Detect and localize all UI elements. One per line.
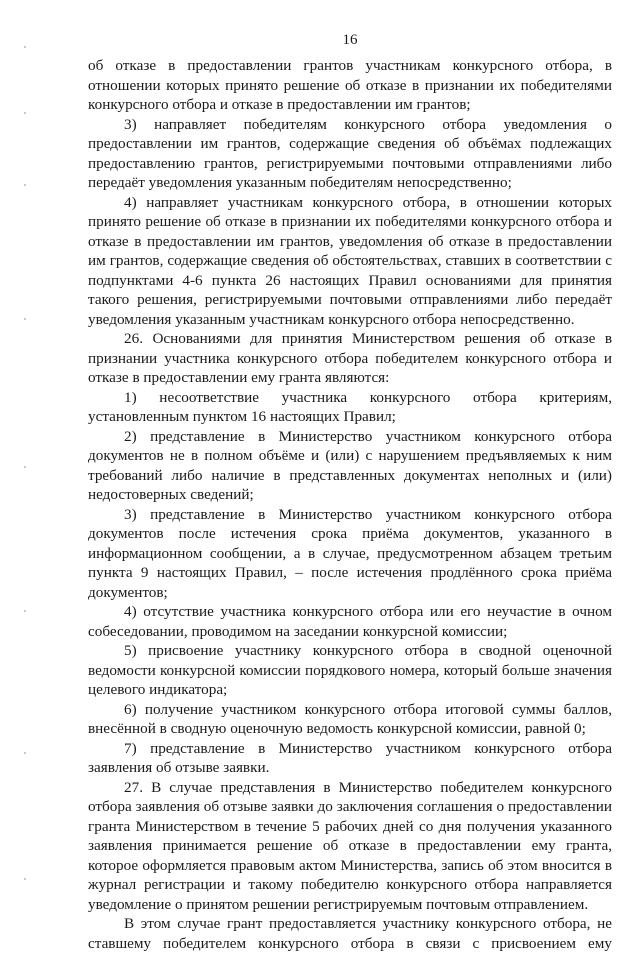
- paragraph: об отказе в предоставлении грантов участникам конкурсного отбора, в отношении которых принято решение об отказе в признании их победителями конкурсного отбора и отказе в предоставлении им грантов;: [88, 57, 612, 113]
- scan-dot: [24, 466, 26, 468]
- document-body: [88, 56, 612, 953]
- page-number: 16: [342, 32, 358, 48]
- paragraph: 5) присвоение участнику конкурсного отбора в сводной оценочной ведомости конкурсной комиссии порядкового номера, который больше значения целевого индикатора;: [88, 642, 612, 698]
- scan-dot: [24, 112, 26, 114]
- scan-dot: [24, 318, 26, 320]
- paragraph: 26. Основаниями для принятия Министерством решения об отказе в признании участника конкурсного отбора победителем конкурсного отбора и отказе в предоставлении ему гранта являются:: [88, 330, 612, 386]
- paragraph: 3) представление в Министерство участником конкурсного отбора документов после истечения срока приёма документов, указанного в информационном сообщении, а в случае, предусмотренном абзацем третьим пункта 9 настоящих Правил, – после истечения продлённого срока приёма документов;: [88, 505, 612, 601]
- paragraph: 6) получение участником конкурсного отбора итоговой суммы баллов, внесённой в сводную оценочную ведомость конкурсной комиссии, равной 0;: [88, 700, 612, 737]
- paragraph: 27. В случае представления в Министерство победителем конкурсного отбора заявления об отзыве заявки до заключения соглашения о предоставлении гранта Министерством в течение 5 рабочих дней со дня получения указанного заявления принимается решение об отказе в предоставлении ему гранта, которое оформляется правовым актом Министерства, запись об этом вносится в журнал регистрации и такому победителю конкурсного отбора направляется уведомление о принятом решении регистрируемым почтовым отправлением.: [88, 778, 612, 913]
- paragraph: 4) направляет участникам конкурсного отбора, в отношении которых принято решение об отказе в признании их победителями конкурсного отбора и отказе в предоставлении им грантов, уведомления об отказе в предоставлении им грантов, содержащие сведения об обстоятельствах, ставших в соответствии с подпунктами 4-6 пункта 26 настоящих Правил основаниями для принятия такого решения, регистрируемыми почтовыми отправлениями либо передаёт уведомления указанным участникам конкурсного отбора непосредственно.: [88, 193, 612, 328]
- paragraph: 7) представление в Министерство участником конкурсного отбора заявления об отзыве заявки.: [88, 739, 612, 776]
- scan-dot: [24, 184, 26, 186]
- paragraph: 4) отсутствие участника конкурсного отбора или его неучастие в очном собеседовании, проводимом на заседании конкурсной комиссии;: [88, 603, 612, 640]
- scan-dot: [24, 610, 26, 612]
- paragraph: В этом случае грант предоставляется участнику конкурсного отбора, не ставшему победителем конкурсного отбора в связи с присвоением ему: [88, 915, 612, 952]
- paragraph: 2) представление в Министерство участником конкурсного отбора документов не в полном объёме и (или) с нарушением предъявляемых к ним требований либо наличие в представленных документах неполных и (или) недостоверных сведений;: [88, 427, 612, 503]
- paragraph: 3) направляет победителям конкурсного отбора уведомления о предоставлении им грантов, содержащие сведения об объёмах подлежащих предоставлению грантов, регистрируемыми почтовыми отправлениями либо передаёт уведомления указанным победителям непосредственно;: [88, 115, 612, 191]
- scan-dot: [24, 46, 26, 48]
- scan-dot: [24, 878, 26, 880]
- paragraph: 1) несоответствие участника конкурсного отбора критериям, установленным пунктом 16 настоящих Правил;: [88, 388, 612, 425]
- document-page: [88, 30, 612, 953]
- scan-dot: [24, 752, 26, 754]
